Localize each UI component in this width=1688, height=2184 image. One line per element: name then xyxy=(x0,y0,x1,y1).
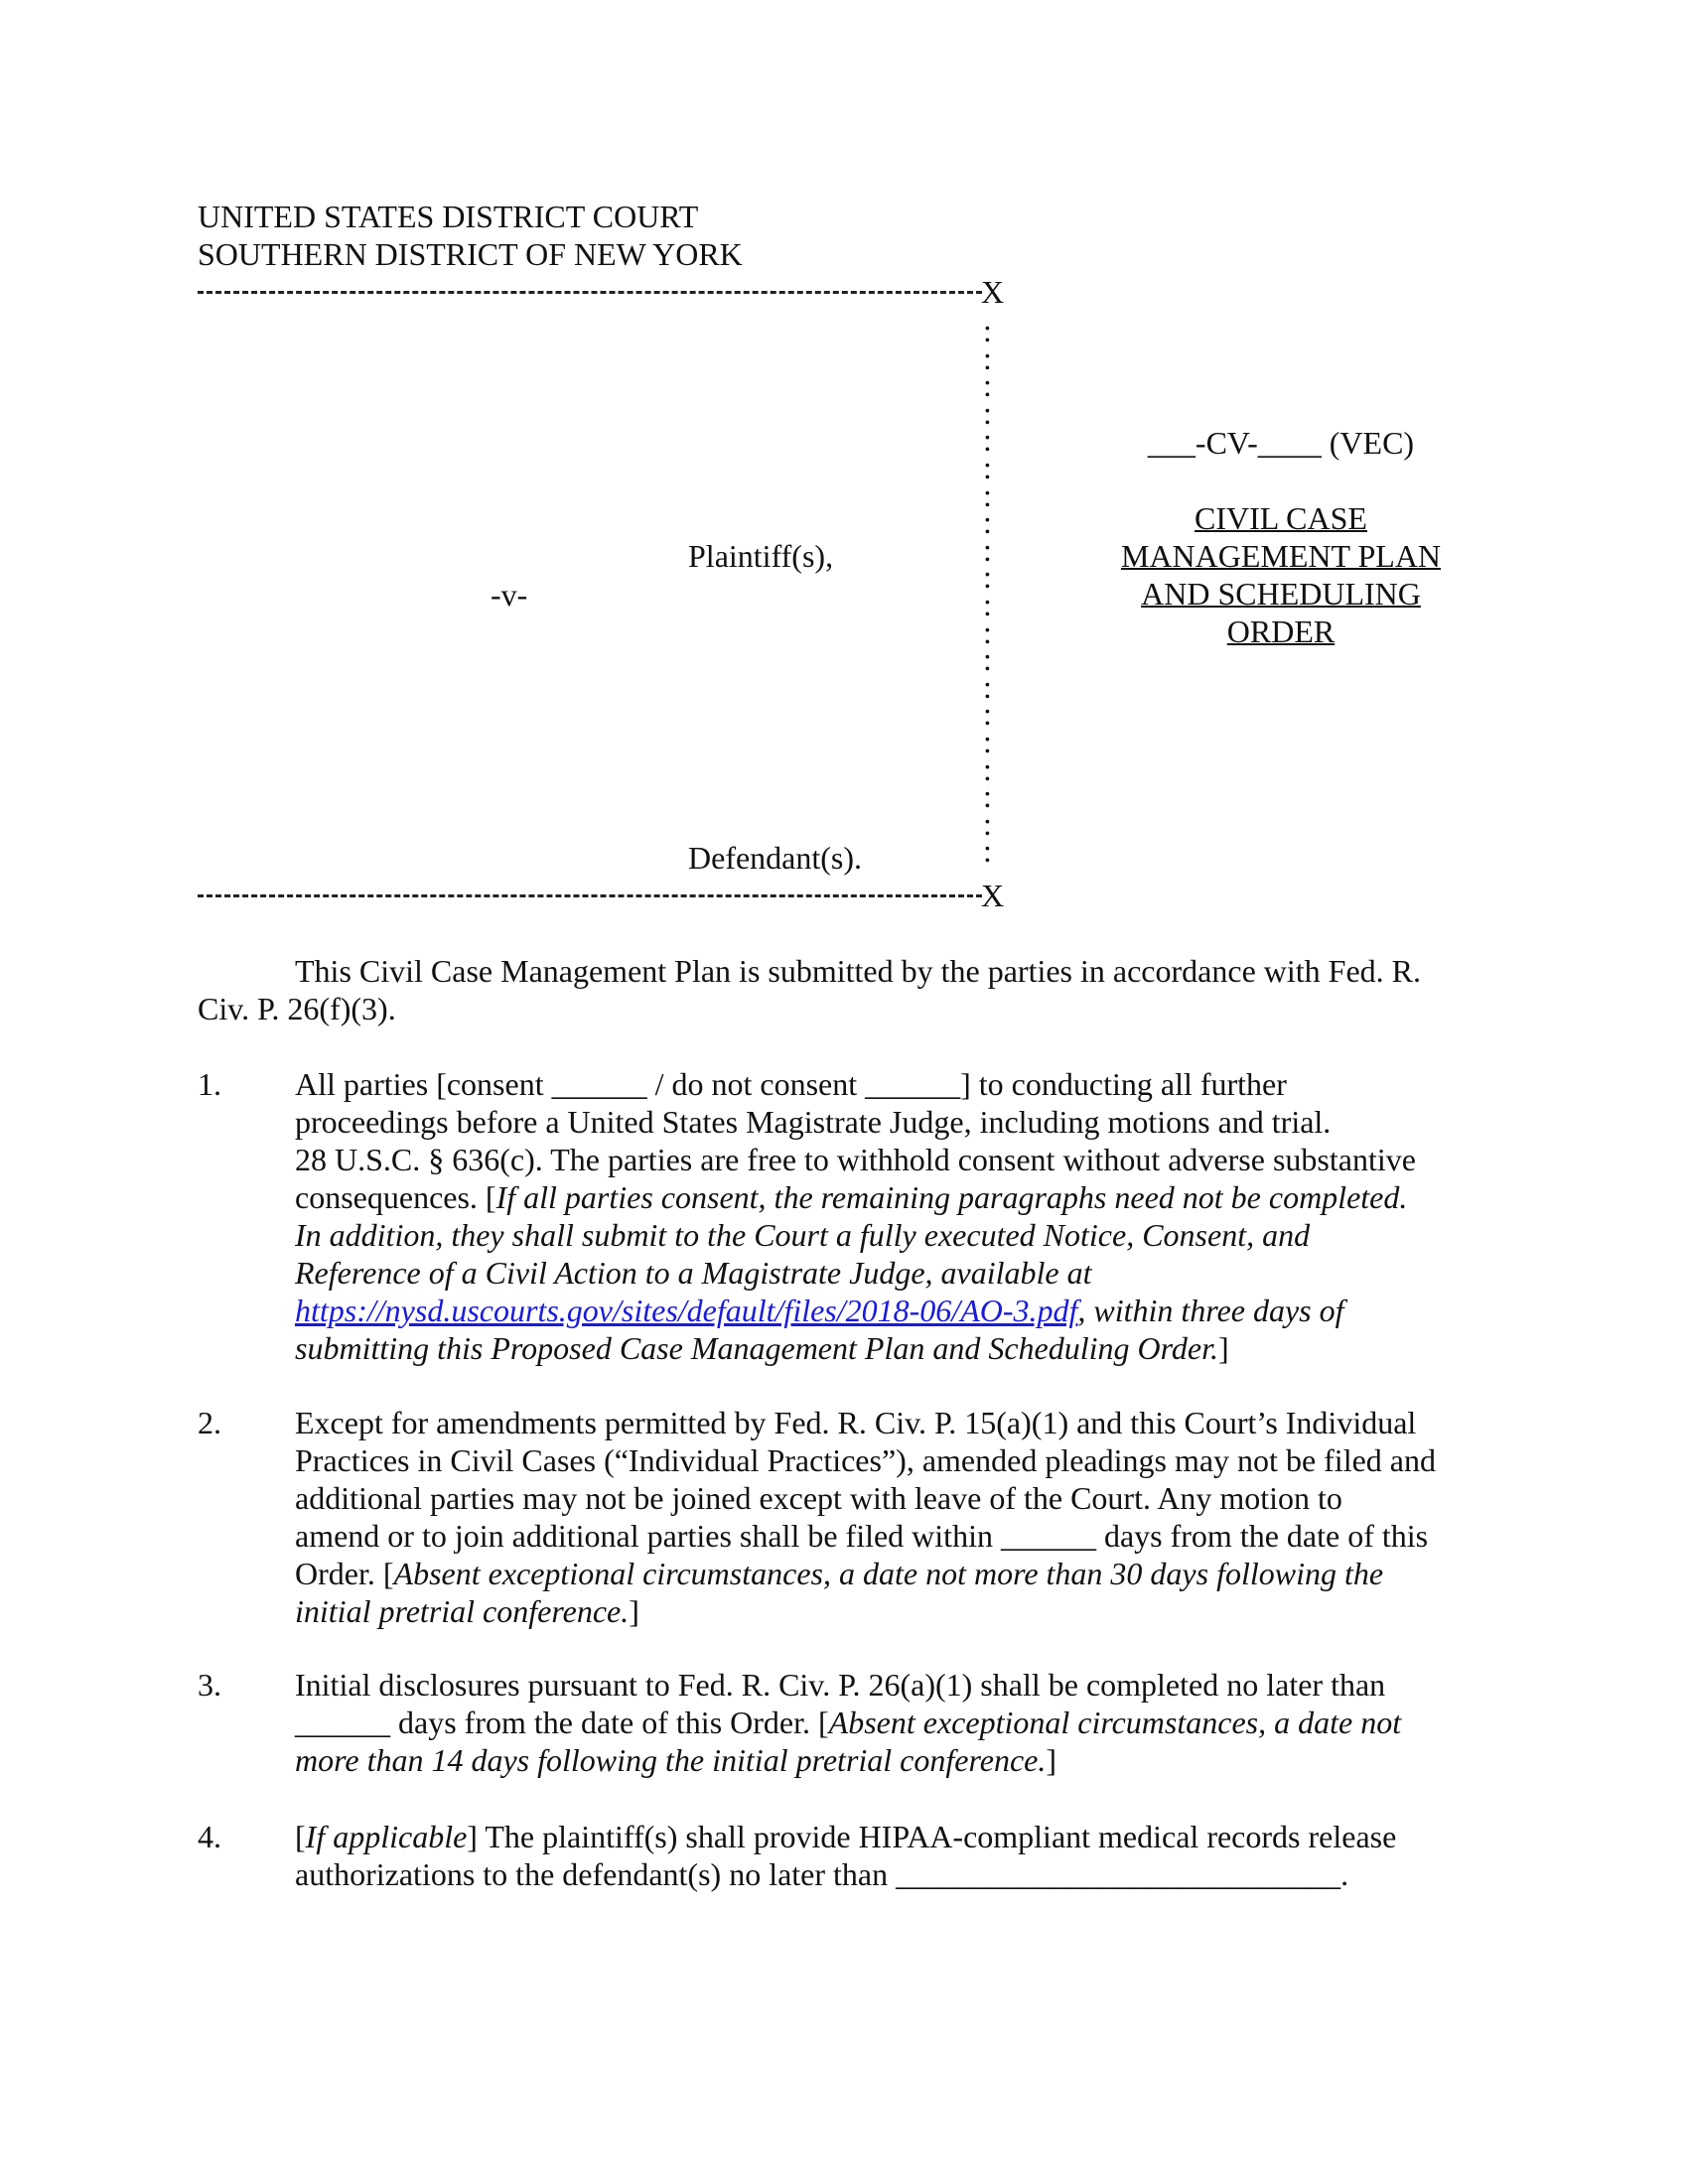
caption-colon: : xyxy=(983,614,992,650)
text-line xyxy=(295,1855,1508,1893)
ao3-form-link[interactable]: https://nysd.uscourts.gov/sites/default/files/2018-06/AO-3.pdf xyxy=(295,1293,1078,1328)
text-run: ] xyxy=(629,1593,639,1629)
text-run: 28 U.S.C. § 636(c). The parties are free to withhold consent without adverse substantive xyxy=(295,1142,1416,1177)
text-run: This Civil Case Management Plan is submitted by the parties in accordance with Fed. R. xyxy=(295,953,1421,989)
text-run: [ xyxy=(295,1819,306,1854)
caption-colon: : xyxy=(983,778,992,815)
caption-colon: : xyxy=(983,833,992,870)
caption-bottom-rule xyxy=(198,894,982,897)
italic-text: more than 14 days following the initial pretrial conference. xyxy=(295,1742,1047,1778)
caption-colon: : xyxy=(983,367,992,404)
court-line-1: UNITED STATES DISTRICT COURT xyxy=(198,199,699,234)
caption-colon: : xyxy=(983,587,992,622)
versus-label: -v- xyxy=(491,577,528,613)
text-run: ] The plaintiff(s) shall provide HIPAA-compliant medical records release xyxy=(467,1819,1397,1854)
italic-text: , within three days of xyxy=(1077,1293,1344,1328)
paragraph-number: 4. xyxy=(198,1819,221,1854)
caption-colon: : xyxy=(983,751,992,787)
italic-text: initial pretrial conference. xyxy=(295,1593,630,1629)
text-line xyxy=(295,1103,1508,1141)
paragraph-body xyxy=(295,1666,1508,1779)
caption-colon: : xyxy=(983,504,992,541)
text-run: additional parties may not be joined except with leave of the Court. Any motion to xyxy=(295,1480,1342,1516)
text-line xyxy=(295,1704,1508,1741)
court-line-2: SOUTHERN DISTRICT OF NEW YORK xyxy=(198,236,743,272)
text-line xyxy=(295,1517,1508,1555)
text-line xyxy=(295,1404,1508,1441)
text-run: Practices in Civil Cases (“Individual Practices”), amended pleadings may not be filed and xyxy=(295,1442,1436,1478)
text-line xyxy=(295,1741,1508,1779)
document-title-line: CIVIL CASE xyxy=(1195,500,1367,536)
caption-bottom-x: X xyxy=(981,878,1005,913)
numbered-paragraph-3 xyxy=(198,1666,1508,1779)
text-line xyxy=(295,1065,1508,1103)
caption-colon: : xyxy=(983,641,992,678)
caption-colon: : xyxy=(983,477,992,513)
paragraph-number: 2. xyxy=(198,1405,221,1440)
paragraph-body xyxy=(198,952,1508,1027)
document-title-line: ORDER xyxy=(1226,614,1336,649)
italic-text: submitting this Proposed Case Management Plan and Scheduling Order. xyxy=(295,1330,1218,1366)
italic-text: Absent exceptional circumstances, a date not xyxy=(828,1705,1402,1740)
numbered-paragraph-1 xyxy=(198,1065,1508,1367)
text-run: Except for amendments permitted by Fed. R. Civ. P. 15(a)(1) and this Court’s Individual xyxy=(295,1405,1417,1440)
text-run: Civ. P. 26(f)(3). xyxy=(198,991,396,1026)
italic-text: If all parties consent, the remaining paragraphs need not be completed. xyxy=(495,1179,1408,1215)
text-run: ______ days from the date of this Order. [ xyxy=(295,1705,829,1740)
text-line xyxy=(295,1292,1508,1329)
paragraph-body xyxy=(295,1404,1508,1630)
text-line xyxy=(295,1254,1508,1292)
text-run: proceedings before a United States Magistrate Judge, including motions and trial. xyxy=(295,1104,1332,1140)
text-line xyxy=(295,1141,1508,1178)
text-run: ] xyxy=(1218,1330,1229,1366)
caption-colon: : xyxy=(983,559,992,596)
defendant-label: Defendant(s). xyxy=(688,840,863,876)
text-run: authorizations to the defendant(s) no later than ____________________________. xyxy=(295,1856,1349,1892)
text-line xyxy=(295,1329,1508,1367)
document-title-line: AND SCHEDULING xyxy=(1141,576,1421,612)
caption-colon: : xyxy=(983,668,992,705)
text-line xyxy=(295,1479,1508,1517)
paragraph-body xyxy=(295,1065,1508,1367)
case-number: ___-CV-____ (VEC) xyxy=(1147,425,1415,461)
numbered-paragraph-2 xyxy=(198,1404,1508,1630)
document-title xyxy=(1082,499,1479,650)
text-line xyxy=(198,990,1508,1027)
plaintiff-label: Plaintiff(s), xyxy=(688,538,834,574)
paragraph-number: 1. xyxy=(198,1066,221,1102)
caption-top-x: X xyxy=(981,274,1005,310)
paragraph-body xyxy=(295,1818,1508,1893)
numbered-paragraph-4 xyxy=(198,1818,1508,1893)
text-run: ] xyxy=(1046,1742,1056,1778)
italic-text: In addition, they shall submit to the Court a fully executed Notice, Consent, and xyxy=(295,1217,1311,1253)
italic-text: Absent exceptional circumstances, a date not more than 30 days following the xyxy=(393,1556,1384,1591)
caption-top-rule xyxy=(198,291,982,294)
caption-colon: : xyxy=(983,531,992,568)
text-run: consequences. [ xyxy=(295,1179,496,1215)
text-line xyxy=(295,1441,1508,1479)
caption-colon: : xyxy=(983,313,992,348)
intro-paragraph xyxy=(198,952,1508,1027)
caption-colon: : xyxy=(983,724,992,759)
text-run: Initial disclosures pursuant to Fed. R. Civ. P. 26(a)(1) shall be completed no later than xyxy=(295,1667,1386,1703)
caption-colon: : xyxy=(983,805,992,842)
document-title-line: MANAGEMENT PLAN xyxy=(1120,538,1442,574)
caption-colon: : xyxy=(983,394,992,431)
paragraph-number: 3. xyxy=(198,1667,221,1703)
text-line xyxy=(295,1818,1508,1855)
text-line xyxy=(295,1555,1508,1592)
text-line xyxy=(295,1592,1508,1630)
italic-text: If applicable xyxy=(305,1819,468,1854)
caption-colon: : xyxy=(983,340,992,376)
italic-text: Reference of a Civil Action to a Magistrate Judge, available at xyxy=(295,1255,1092,1291)
text-run: All parties [consent ______ / do not consent ______] to conducting all further xyxy=(295,1066,1287,1102)
text-line xyxy=(198,952,1508,990)
text-run: Order. [ xyxy=(295,1556,394,1591)
text-line xyxy=(295,1666,1508,1704)
caption-colon: : xyxy=(983,450,992,485)
text-line xyxy=(295,1178,1508,1216)
text-line xyxy=(295,1216,1508,1254)
text-run: amend or to join additional parties shall be filed within ______ days from the date of this xyxy=(295,1518,1429,1554)
caption-colon: : xyxy=(983,696,992,733)
caption-colon: : xyxy=(983,422,992,459)
